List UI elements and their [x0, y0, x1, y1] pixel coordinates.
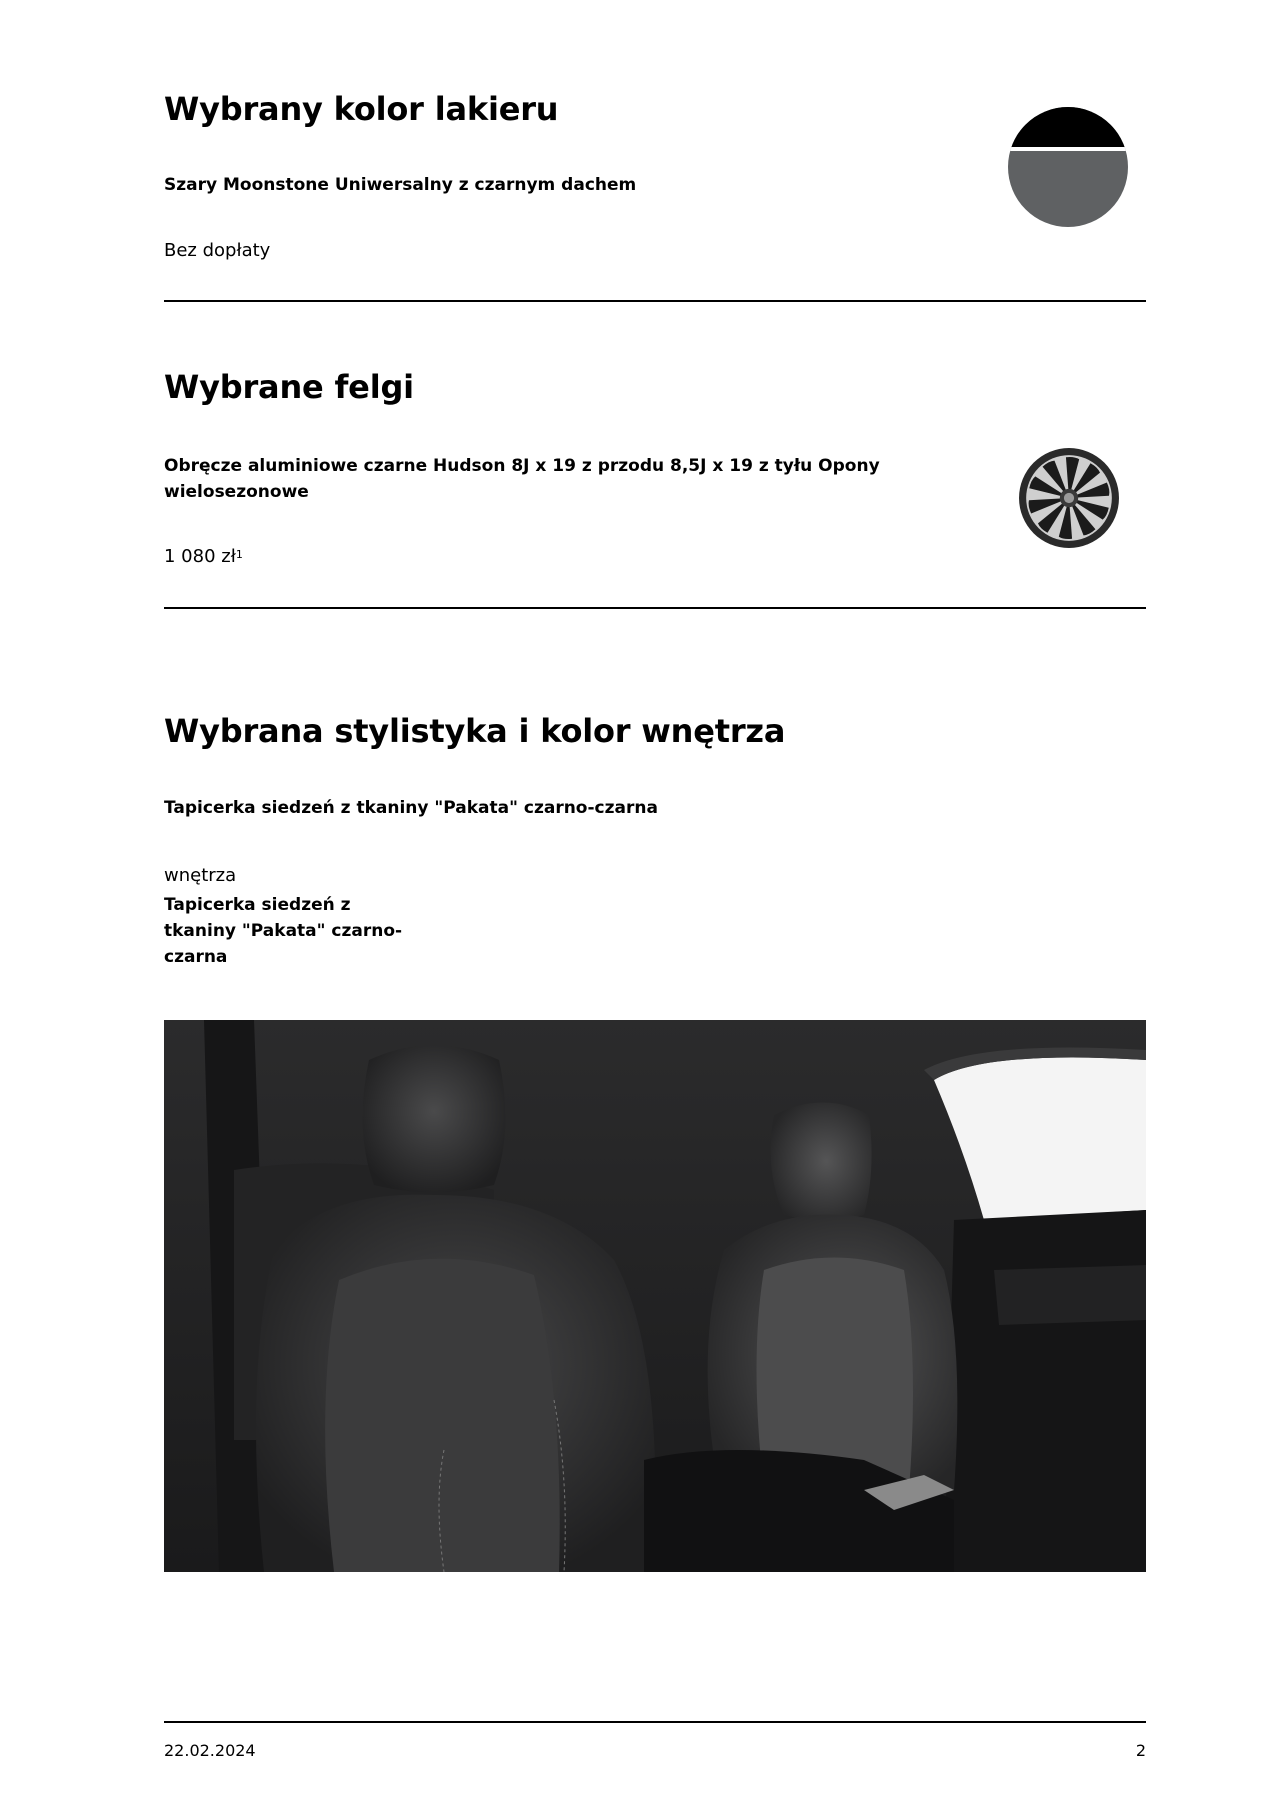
swatch-divider [1008, 147, 1128, 151]
wheels-price-value: 1 080 zł [164, 546, 236, 567]
interior-photo [164, 1020, 1146, 1572]
interior-detail-line2: tkaniny "Pakata" czarno- [164, 921, 403, 941]
paint-price: Bez dopłaty [164, 240, 271, 261]
interior-category-label: wnętrza [164, 865, 237, 886]
wheels-section-title: Wybrane felgi [164, 368, 414, 406]
wheel-thumbnail [1018, 447, 1120, 549]
interior-detail-line3: czarna [164, 947, 228, 967]
wheels-name-line1: Obręcze aluminiowe czarne Hudson 8J x 19 z przodu 8,5J x 19 z tyłu Opony [164, 456, 880, 476]
interior-section-title: Wybrana stylistyka i kolor wnętrza [164, 712, 786, 750]
swatch-roof-color [1008, 107, 1128, 147]
driver-headrest [363, 1045, 506, 1193]
wheel-logo [1064, 493, 1074, 503]
footer-divider [164, 1721, 1146, 1723]
page-number: 2 [1135, 1741, 1146, 1760]
interior-detail-line1: Tapicerka siedzeń z [164, 895, 351, 915]
wheels-price-footnote: 1 [235, 548, 243, 561]
paint-name: Szary Moonstone Uniwersalny z czarnym dachem [164, 175, 637, 195]
wheels-price [164, 544, 243, 570]
paint-section-title: Wybrany kolor lakieru [164, 90, 559, 128]
interior-name: Tapicerka siedzeń z tkaniny "Pakata" czarno-czarna [164, 798, 658, 818]
wheels-name-line2: wielosezonowe [164, 482, 309, 502]
section-divider [164, 300, 1146, 302]
passenger-headrest [771, 1103, 872, 1221]
footer-date: 22.02.2024 [164, 1741, 256, 1760]
paint-color-swatch [1008, 107, 1128, 227]
section-divider [164, 607, 1146, 609]
